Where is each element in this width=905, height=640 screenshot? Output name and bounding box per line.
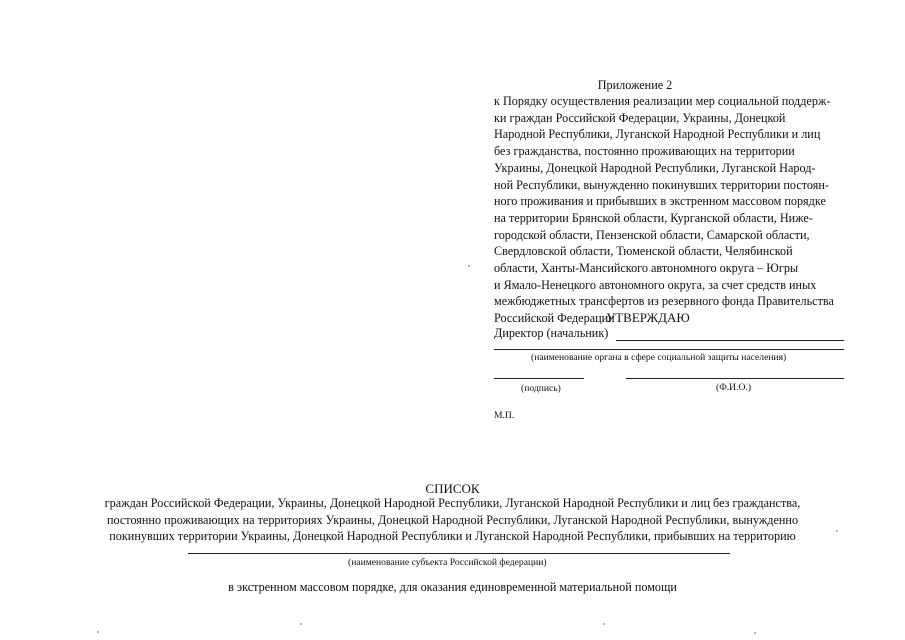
director-signature-line	[616, 340, 844, 341]
scan-speck	[300, 623, 302, 625]
list-line: постоянно проживающих на территориях Украины, Донецкой Народной Республики, Луганской Народной Республики, вынужденно	[106, 512, 799, 527]
appendix-line: Российской Федерации	[494, 311, 615, 326]
appendix-text	[494, 93, 874, 327]
list-text	[0, 495, 905, 545]
subject-caption: (наименование субъекта Российской федерации)	[348, 557, 547, 568]
scan-speck	[836, 530, 838, 532]
signature-line	[494, 378, 584, 379]
approval-heading: УТВЕРЖДАЮ	[606, 310, 690, 325]
list-line: граждан Российской Федерации, Украины, Донецкой Народной Республики, Луганской Народной Республики и лиц без гражданства,	[104, 496, 801, 510]
appendix-line: Свердловской области, Тюменской области, Челябинской	[494, 244, 793, 259]
organ-name-line	[494, 349, 844, 350]
appendix-line: на территории Брянской области, Курганской области, Ниже-	[494, 210, 813, 225]
appendix-line: ного проживания и прибывших в экстренном массовом порядке	[494, 194, 826, 209]
appendix-line: ки граждан Российской Федерации, Украины, Донецкой	[494, 110, 786, 125]
appendix-line: городской области, Пензенской области, Самарской области,	[494, 227, 810, 242]
director-label: Директор (начальник)	[494, 326, 609, 340]
stamp-label: М.П.	[494, 410, 515, 421]
appendix-line: Украины, Донецкой Народной Республики, Луганской Народ-	[494, 160, 816, 175]
closing-line: в экстренном массовом порядке, для оказания единовременной материальной помощи	[228, 580, 677, 594]
fio-caption: (Ф.И.О.)	[716, 382, 752, 393]
scan-speck	[754, 632, 756, 634]
fio-line	[626, 378, 844, 379]
organ-caption: (наименование органа в сфере социальной защиты населения)	[531, 352, 787, 363]
appendix-title: Приложение 2	[597, 78, 673, 92]
appendix-line: области, Ханты-Мансийского автономного округа – Югры	[494, 261, 799, 276]
appendix-line: к Порядку осуществления реализации мер социальной поддерж-	[494, 94, 831, 108]
appendix-line: межбюджетных трансфертов из резервного фонда Правительства	[494, 294, 834, 309]
signature-caption: (подпись)	[521, 383, 561, 394]
scan-speck	[603, 623, 605, 625]
appendix-line: ной Республики, вынужденно покинувших территории постоян-	[494, 177, 829, 192]
appendix-line: без гражданства, постоянно проживающих на территории	[494, 144, 795, 159]
scan-speck	[468, 265, 470, 267]
appendix-line: Народной Республики, Луганской Народной Республики и лиц	[494, 127, 821, 142]
appendix-line: и Ямало-Ненецкого автономного округа, за счет средств иных	[494, 277, 817, 292]
list-heading: СПИСОК	[425, 481, 480, 496]
scan-speck	[97, 631, 99, 633]
subject-name-line	[188, 553, 730, 554]
list-line: покинувших территории Украины, Донецкой Народной Республики и Луганской Народной Республики, прибывших на территорию	[109, 529, 796, 544]
